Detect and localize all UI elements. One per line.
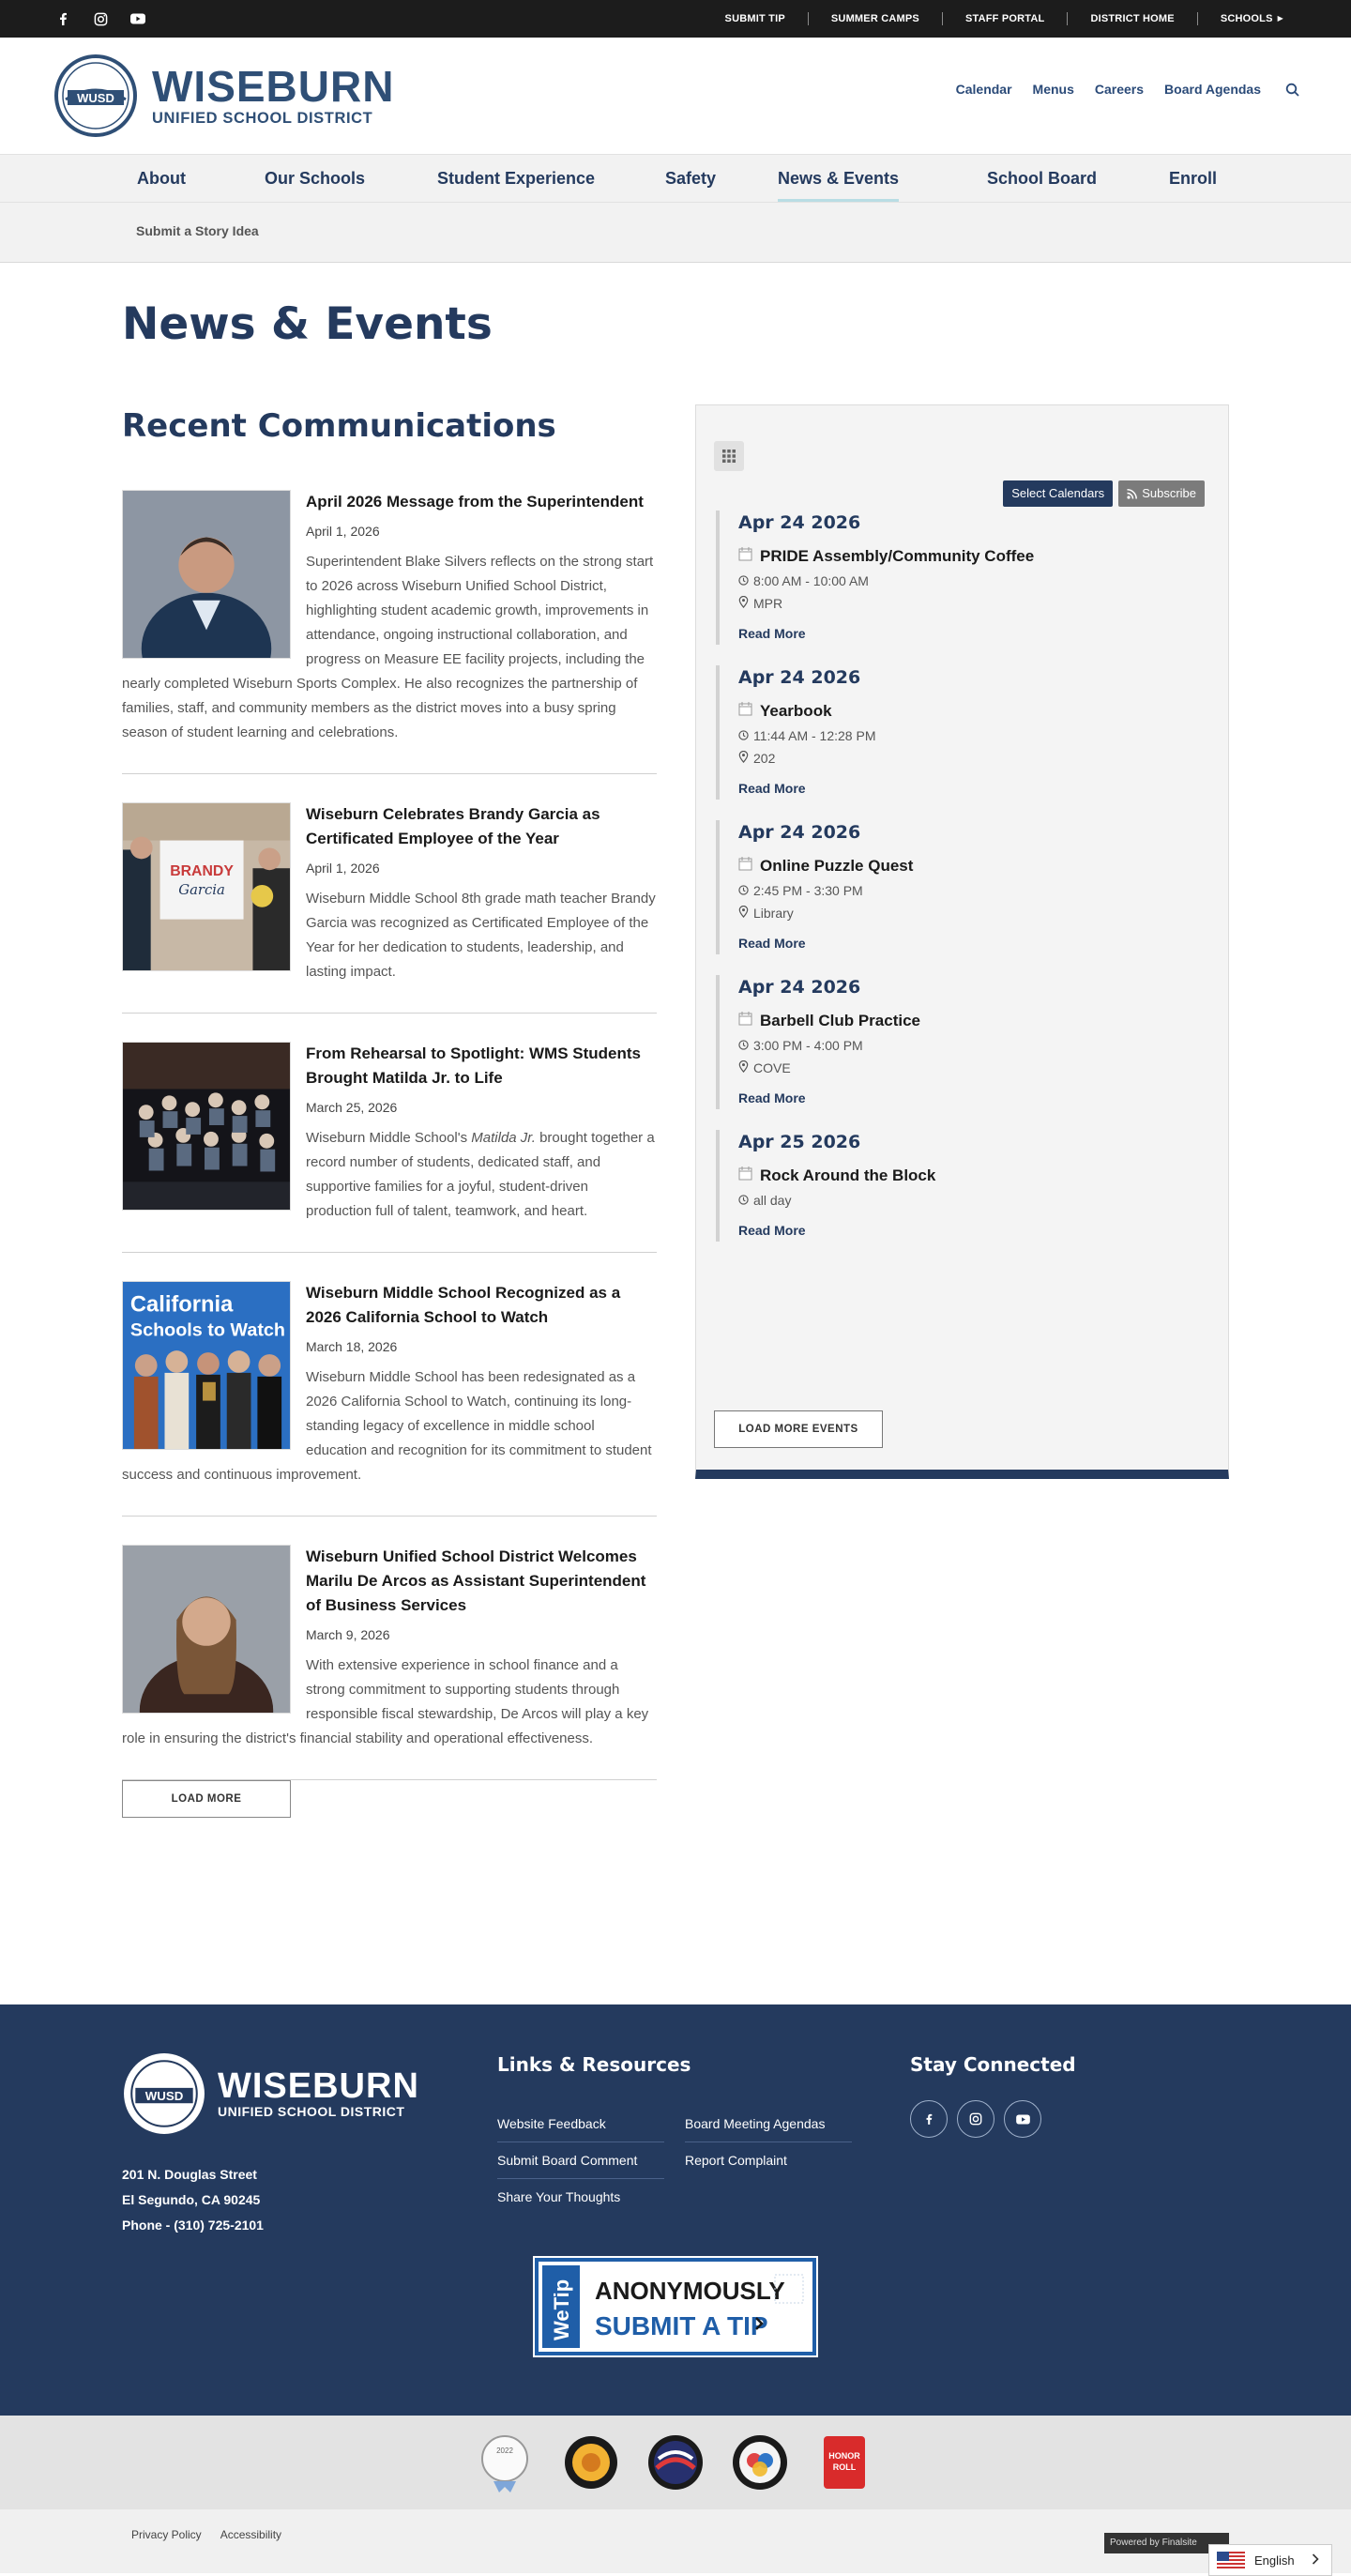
assistant-superintendent-photo[interactable] (122, 1545, 291, 1714)
news-summary: Wiseburn Middle School 8th grade math teacher Brandy Garcia was recognized as Certificated Employee of the Year for her dedication to students, leadership, and lasting impact. (306, 891, 656, 980)
seal-badge-4 (733, 2435, 787, 2490)
news-item (122, 1281, 657, 1517)
wetip-brand-text: WeTip (550, 2279, 573, 2340)
grid-view-icon[interactable] (714, 441, 744, 471)
event-date: Apr 24 2026 (738, 512, 861, 533)
event-date: Apr 24 2026 (738, 667, 861, 688)
read-more-link[interactable]: Read More (738, 1090, 806, 1105)
privacy-policy-link[interactable]: Privacy Policy (131, 2528, 202, 2541)
footer-logo-subtitle: UNIFIED SCHOOL DISTRICT (218, 2104, 405, 2119)
logo-wordmark (152, 61, 395, 128)
calendar-icon (738, 1011, 753, 1030)
award-photo[interactable] (122, 802, 291, 971)
award-badges (0, 2416, 1351, 2509)
submit-board-comment-link[interactable]: Submit Board Comment (497, 2142, 664, 2179)
news-date: March 25, 2026 (306, 1100, 398, 1115)
section-title: Recent Communications (122, 407, 556, 445)
news-title-link[interactable]: From Rehearsal to Spotlight: WMS Students Brought Matilda Jr. to Life (306, 1044, 642, 1087)
utility-links (703, 0, 1306, 38)
nav-our-schools[interactable]: Our Schools (265, 169, 366, 188)
news-date: April 1, 2026 (306, 524, 380, 539)
summary-text-end: brought together a record number of students, dedicated staff, and supportive families for a joyful, student-driven production full of talent, teamwork, and heart. (306, 1130, 655, 1219)
footer-seal-icon (122, 2051, 206, 2136)
event-item (716, 975, 1204, 1109)
seal-badge-1 (482, 2436, 527, 2492)
clock-icon (738, 1038, 749, 1053)
schools-to-watch-photo[interactable] (122, 1281, 291, 1450)
submit-story-link[interactable]: Submit a Story Idea (136, 223, 259, 238)
map-marker-icon (738, 1060, 749, 1075)
us-flag-icon (1217, 2552, 1245, 2568)
nav-enroll[interactable]: Enroll (1169, 169, 1218, 188)
schools-dropdown-label: SCHOOLS (1220, 13, 1273, 24)
board-meeting-agendas-link[interactable]: Board Meeting Agendas (685, 2106, 852, 2142)
news-summary: With extensive experience in school finance and a strong commitment to supporting students through responsible fiscal stewardship, De Arcos will play a key role in ensuring the district's financial stability and operational effectiveness. (122, 1657, 649, 1746)
news-item (122, 1545, 657, 1780)
news-summary: Superintendent Blake Silvers reflects on the strong start to 2026 across Wiseburn Unified School District, highlighting student academic growth, improvements in attendance, ongoing instructional collaboration, and progress on Measure EE facility projects, including the nearly completed Wiseburn Sports Complex. He also recognizes the partnership of families, staff, and community members as the district moves into a busy spring season of student learning and celebrations. (122, 554, 654, 740)
nav-student-experience[interactable]: Student Experience (437, 169, 596, 188)
schools-dropdown[interactable] (1197, 12, 1306, 25)
caret-right-icon: ▶ (1277, 14, 1283, 23)
nav-safety[interactable]: Safety (665, 169, 717, 188)
superintendent-photo[interactable] (122, 490, 291, 659)
summary-text-start: Wiseburn Middle School's (306, 1130, 472, 1146)
show-title: Matilda Jr. (471, 1130, 536, 1146)
subscribe-label: Subscribe (1142, 486, 1196, 500)
badge-year-text: 2022 (496, 2446, 513, 2455)
event-time: 11:44 AM - 12:28 PM (753, 728, 876, 743)
language-label: English (1254, 2553, 1295, 2568)
city-state-zip: El Segundo, CA 90245 (122, 2192, 261, 2207)
event-date: Apr 24 2026 (738, 977, 861, 998)
theater-cast-image (123, 1043, 290, 1210)
banner-text-schools: Schools to Watch (129, 1319, 286, 1341)
site-footer (0, 2004, 1351, 2416)
event-item (716, 665, 1204, 800)
news-title-link[interactable]: Wiseburn Unified School District Welcomes Marilu De Arcos as Assistant Superintendent of Business Services (306, 1547, 646, 1614)
footer-seal-text: WUSD (144, 2089, 184, 2104)
banner-text-california: California (129, 1292, 234, 1318)
news-item (122, 1042, 657, 1253)
chevron-right-icon (1312, 2553, 1319, 2568)
youtube-icon[interactable] (1004, 2100, 1041, 2138)
subscribe-button[interactable] (1118, 480, 1205, 507)
event-list (716, 511, 1204, 1262)
event-location: 202 (753, 751, 776, 766)
tip-line-1: ANONYMOUSLY (595, 2277, 785, 2305)
event-item (716, 511, 1204, 645)
map-marker-icon (738, 751, 749, 766)
website-feedback-link[interactable]: Website Feedback (497, 2106, 664, 2142)
footer-social-links (910, 2100, 1041, 2138)
summer-camps-link[interactable]: SUMMER CAMPS (808, 12, 942, 25)
phone-number: Phone - (310) 725-2101 (122, 2218, 264, 2233)
careers-link[interactable]: Careers (1094, 82, 1145, 97)
event-date: Apr 24 2026 (738, 822, 861, 843)
wetip-banner[interactable] (535, 2258, 816, 2355)
facebook-icon[interactable] (910, 2100, 948, 2138)
utility-bar (0, 0, 1351, 38)
news-list (122, 490, 657, 1818)
news-title-link[interactable]: April 2026 Message from the Superintendent (306, 493, 644, 511)
calendar-link[interactable]: Calendar (955, 82, 1012, 97)
links-heading: Links & Resources (497, 2053, 691, 2076)
events-calendar-widget (695, 404, 1229, 1479)
clock-icon (738, 1193, 749, 1208)
share-thoughts-link[interactable]: Share Your Thoughts (497, 2189, 621, 2204)
honor-roll-text-2: ROLL (832, 2462, 857, 2472)
youtube-icon[interactable] (129, 10, 146, 27)
clock-icon (738, 883, 749, 898)
event-time: all day (753, 1193, 792, 1208)
read-more-link[interactable]: Read More (738, 626, 806, 641)
calendar-icon (738, 546, 753, 566)
main-navigation (0, 154, 1351, 203)
tip-line-2: SUBMIT A TIP (595, 2311, 768, 2340)
calendar-actions (1003, 480, 1205, 507)
theater-photo[interactable] (122, 1042, 291, 1211)
search-icon[interactable] (1285, 83, 1302, 99)
news-summary: Wiseburn Middle School has been redesignated as a 2026 California School to Watch, continuing its long-standing legacy of excellence in middle school education and recognition for its commitment to student success and continuous improvement. (122, 1369, 652, 1483)
load-more-events-button[interactable]: LOAD MORE EVENTS (714, 1410, 883, 1448)
language-selector[interactable] (1208, 2544, 1332, 2576)
portrait-image (123, 1546, 290, 1713)
event-location: Library (753, 906, 794, 921)
legal-links (131, 2528, 281, 2541)
instagram-icon[interactable] (92, 10, 109, 27)
footer-logo-title: WISEBURN (218, 2066, 419, 2106)
facebook-icon[interactable] (54, 10, 71, 27)
footer-logo[interactable] (122, 2051, 419, 2136)
bottom-bar (0, 2509, 1351, 2573)
logo-subtitle: UNIFIED SCHOOL DISTRICT (152, 109, 373, 127)
read-more-link[interactable]: Read More (738, 936, 806, 951)
event-time: 2:45 PM - 3:30 PM (753, 883, 863, 898)
event-time: 3:00 PM - 4:00 PM (753, 1038, 863, 1053)
quick-links (956, 82, 1261, 97)
social-links (54, 0, 146, 38)
report-complaint-link[interactable]: Report Complaint (685, 2153, 787, 2168)
event-time: 8:00 AM - 10:00 AM (753, 573, 869, 588)
connect-heading: Stay Connected (910, 2053, 1076, 2076)
event-title-link[interactable]: PRIDE Assembly/Community Coffee (760, 546, 1035, 565)
news-item (122, 802, 657, 1014)
event-date: Apr 25 2026 (738, 1132, 861, 1152)
news-title-link[interactable]: Wiseburn Middle School Recognized as a 2026 California School to Watch (306, 1284, 621, 1326)
portrait-image (123, 491, 290, 658)
event-title-link[interactable]: Rock Around the Block (760, 1166, 936, 1184)
nav-about[interactable]: About (137, 169, 186, 188)
menus-link[interactable]: Menus (1032, 82, 1074, 97)
read-more-link[interactable]: Read More (738, 1223, 806, 1238)
news-date: March 18, 2026 (306, 1339, 398, 1354)
page-title: News & Events (122, 298, 493, 350)
seal-badge-3 (648, 2435, 703, 2490)
event-title-link[interactable]: Barbell Club Practice (760, 1011, 921, 1029)
calendar-icon (738, 1166, 753, 1185)
staff-portal-link[interactable]: STAFF PORTAL (942, 12, 1067, 25)
nav-news-events[interactable]: News & Events (778, 155, 899, 202)
nav-school-board[interactable]: School Board (987, 169, 1098, 188)
clock-icon (738, 573, 749, 588)
street-address: 201 N. Douglas Street (122, 2167, 257, 2182)
honor-roll-badge (824, 2436, 865, 2489)
footer-address (122, 2162, 264, 2238)
map-marker-icon (738, 596, 749, 611)
map-marker-icon (738, 906, 749, 921)
board-agendas-link[interactable]: Board Agendas (1164, 82, 1261, 97)
seal-badge-2 (565, 2436, 617, 2489)
logo-title: WISEBURN (152, 61, 395, 111)
event-title-link[interactable]: Online Puzzle Quest (760, 856, 914, 875)
load-more-news-button[interactable]: LOAD MORE (122, 1780, 291, 1818)
event-location: MPR (753, 596, 783, 611)
sub-navigation (0, 203, 1351, 263)
awards-strip (0, 2416, 1351, 2509)
event-title-link[interactable]: Yearbook (760, 701, 832, 720)
news-title-link[interactable]: Wiseburn Celebrates Brandy Garcia as Certificated Employee of the Year (306, 805, 600, 847)
powered-by-finalsite-link[interactable]: Powered by Finalsite (1104, 2533, 1229, 2553)
news-date: April 1, 2026 (306, 861, 380, 876)
news-item (122, 490, 657, 774)
sign-text-surname: Garcia (178, 881, 225, 898)
wetip-graphic (539, 2262, 812, 2352)
calendar-icon (738, 856, 753, 876)
district-logo[interactable] (54, 54, 394, 137)
award-group-image (123, 1282, 290, 1449)
news-date: March 9, 2026 (306, 1627, 390, 1642)
select-calendars-button[interactable]: Select Calendars (1003, 480, 1113, 507)
event-item (716, 1130, 1204, 1242)
submit-tip-link[interactable]: SUBMIT TIP (724, 13, 785, 24)
site-header (0, 38, 1351, 154)
instagram-icon[interactable] (957, 2100, 994, 2138)
seal-text: WUSD (77, 91, 114, 105)
award-event-image (123, 803, 290, 970)
sign-text-name: BRANDY (170, 863, 234, 880)
event-item (716, 820, 1204, 954)
event-location: COVE (753, 1060, 791, 1075)
accessibility-link[interactable]: Accessibility (220, 2528, 282, 2541)
district-home-link[interactable]: DISTRICT HOME (1067, 12, 1196, 25)
read-more-link[interactable]: Read More (738, 781, 806, 796)
rss-icon (1127, 489, 1137, 499)
clock-icon (738, 728, 749, 743)
honor-roll-text: HONOR (828, 2451, 860, 2461)
district-seal-icon (54, 54, 137, 137)
calendar-icon (738, 701, 753, 721)
footer-wordmark (218, 2068, 419, 2119)
